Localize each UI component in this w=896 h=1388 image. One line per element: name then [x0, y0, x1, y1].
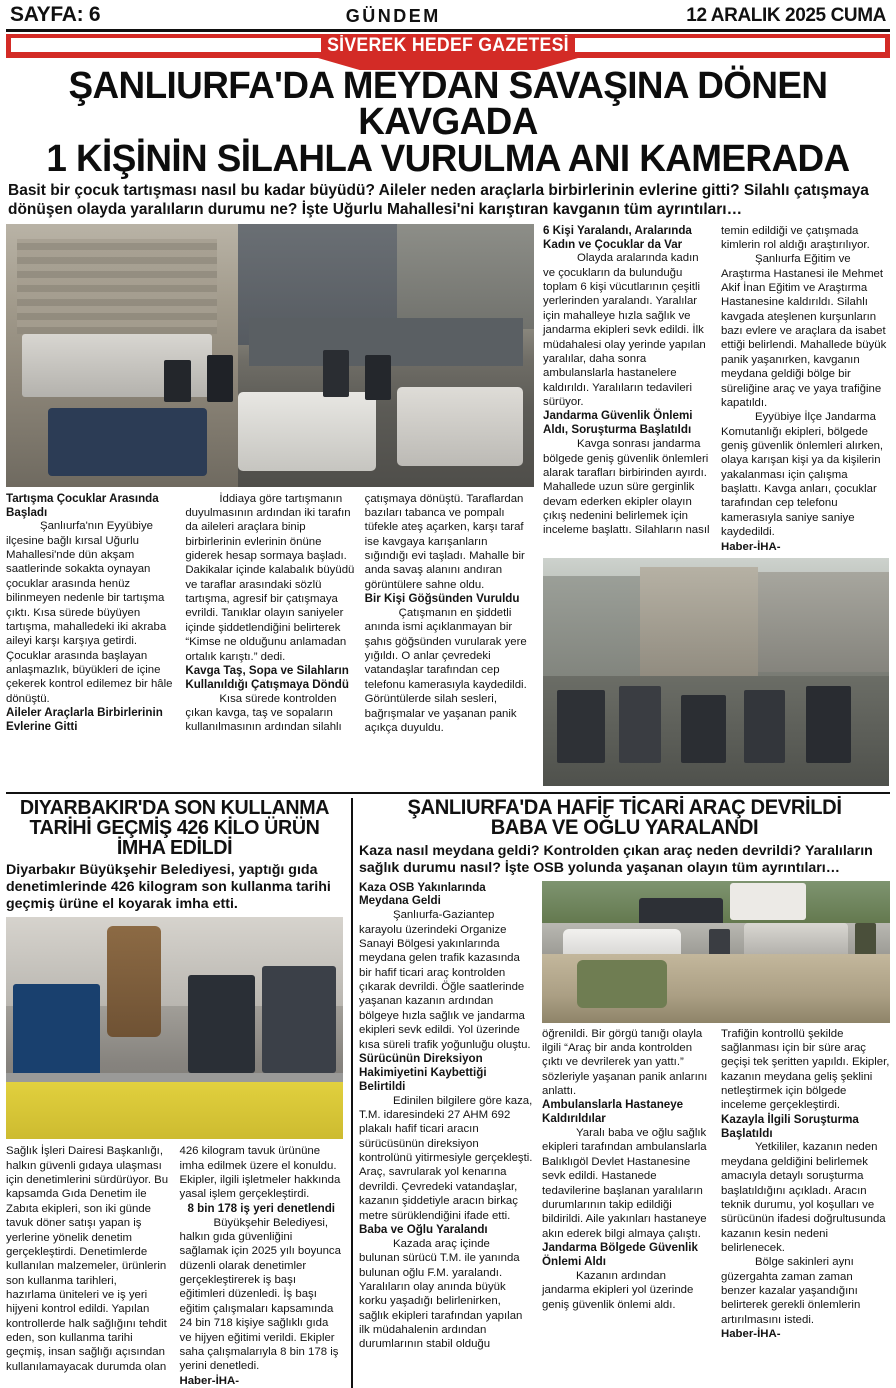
lead-col2-paragraph-1: İddiaya göre tartışmanın duyulmasının ardından iki tarafın da aileleri araçlara binip birbirlerinin evlerinin önüne giderek hesap sormaya başladı. Dakikalar içinde kalabalık büyüdü ve taraflar arasındaki sözlü tartışma, agresif bir çatışmaya evrildi. Tanıklar olayın saniyeler içinde şiddetlendiğini belirterek “Kimse ne olduğunu anlamadan ortalık karıştı.” dedi.	[185, 492, 355, 663]
crash-col2-subhead-2: Jandarma Bölgede Güvenlik Önlemi Aldı	[542, 1241, 698, 1268]
lead-col3-subhead-1: Bir Kişi Göğsünden Vuruldu	[364, 592, 520, 606]
lower-section	[6, 795, 890, 1388]
diyarbakir-headline-line-2: TARİHİ GEÇMİŞ 426 KİLO ÜRÜN İMHA EDİLDİ	[29, 815, 320, 860]
lead-body	[6, 224, 890, 786]
section-label: GÜNDEM	[345, 6, 441, 26]
crash-col2-paragraph-2: Yaralı baba ve oğlu sağlık ekipleri tarafından ambulanslarla Balıklıgöl Devlet Hastanesine sevk edildi. Hastanede tedavilerine başlanan yaralıların durumlarının takip edildiği bildirildi. Aile yakınları hastaneye akın ederek bilgi almaya çalıştı.	[542, 1127, 707, 1240]
crash-col1-paragraph-2: Edinilen bilgilere göre kaza, T.M. idaresindeki 27 AHM 692 plakalı hafif ticari aracın sürücüsünün direksiyon kontrolünü yitirmesiyle gerçekleşti. Araç, savrularak yol kenarına devrildi. Çevredeki vatandaşlar, kazanın şiddetiyle aracın birkaç metre sürüklendiğini ifade etti.	[359, 1094, 533, 1222]
lead-column-5	[721, 224, 889, 554]
lead-headline-line-2: 1 KİŞİNİN SİLAHLA VURULMA ANI KAMERADA	[46, 137, 850, 180]
crash-column-3	[721, 1027, 890, 1342]
diyarbakir-columns	[6, 1144, 343, 1388]
crash-col1-paragraph-1: Şanlıurfa-Gaziantep karayolu üzerindeki Organize Sanayi Bölgesi yakınlarında meydana gelen trafik kazasında bir hafif ticari araç kontrolden çıkarak devrildi. Öğle saatlerinde yaşanan kazanın ardından bölgeye hızla sağlık ve jandarma ekipleri sevk edildi. Yol üzerinde kısa süreli trafik yoğunluğu oluştu.	[359, 909, 531, 1051]
lead-col4-paragraph-1: Olayda aralarında kadın ve çocukların da bulunduğu toplam 6 kişi vücutlarının çeşitli yerlerinden yaralandı. Yaralılar için mahalleye hızla sağlık ve jandarma ekipleri sevk edildi. İlk müdahalesi olay yerinde yapılan yaralılar, daha sonra ambulanslarla hastanelere kaldırıldı. Yaralıların tedavileri sürüyor.	[543, 252, 706, 408]
lead-left-block	[6, 224, 534, 786]
lead-col5-paragraph-2: Şanlıurfa Eğitim ve Araştırma Hastanesi ile Mehmet Akif İnan Eğitim ve Araştırma Hastanesine kaldırıldı. Silahlı kavgada ateşlenen kurşunların bazı evlere ve araçlara da isabet ettiği belirlendi. Mahallede büyük panik yaşanırken, kavganın meydana geldiği bölge bir süreliğine araç ve yaya trafiğine kapatıldı.	[721, 253, 887, 409]
lead-col1-subhead-2: Aileler Araçlarla Birbirlerinin Evlerine Gitti	[6, 706, 163, 733]
diyarbakir-col1-paragraph-1: Sağlık İşleri Dairesi Başkanlığı, halkın güvenli gıdaya ulaşması için denetimlerini sürdürüyor. Bu kapsamda Gıda Denetim ile Zabıta ekipleri, son iki günde tavuk döner satışı yapan iş yerlerine yönelik denetim gerçekleştirdi. Denetimlerde kullanılan malzemeler, ürünlerin son kullanma tarihleri, hazırlama üniteleri ve iş yeri hijyeni kontrol edildi. Yapılan kontrollerde halk sağlığını tehdit eden, son kullanma tarihi geçmiş, insan sağlığı açısından kullanılamayacak durumda olan	[6, 1145, 169, 1373]
crash-headline	[359, 795, 890, 840]
masthead-rule	[6, 29, 890, 32]
paper-name-ribbon	[6, 34, 890, 64]
crash-body	[359, 881, 890, 1352]
lead-col2-paragraph-2: Kısa sürede kontrolden çıkan kavga, taş ve sopaların kullanılmasının ardından silahlı	[185, 692, 342, 734]
article-diyarbakir	[6, 795, 351, 1388]
crash-column-1	[359, 881, 533, 1352]
crash-col3-paragraph-2: Yetkililer, kazanın neden meydana geldiğini belirlemek amacıyla detaylı soruşturma başlatıldığını açıkladı. Aracın teknik durumu, yol koşulları ve sürücünün ifadesi doğrultusunda kazanın kesin nedeni belirlenecek.	[721, 1141, 886, 1254]
lead-col1-subhead-1: Tartışma Çocuklar Arasında Başladı	[6, 491, 159, 519]
lead-headline	[6, 65, 890, 180]
lead-column-3	[365, 492, 534, 736]
crash-col3-subhead-1: Kazayla İlgili Soruşturma Başlatıldı	[721, 1112, 859, 1140]
lead-headline-line-1: ŞANLIURFA'DA MEYDAN SAVAŞINA DÖNEN KAVGADA	[68, 65, 828, 144]
diyarbakir-col2-subhead-1: 8 bin 178 iş yeri denetlendi	[187, 1201, 336, 1215]
lead-column-4	[543, 224, 711, 554]
lead-right-columns	[543, 224, 889, 554]
lead-section-divider	[6, 792, 890, 794]
diyarbakir-headline-line-1: DIYARBAKIR'DA SON KULLANMA	[19, 795, 330, 819]
crash-col2-subhead-1: Ambulanslarla Hastaneye Kaldırıldılar	[542, 1098, 684, 1126]
lead-col5-paragraph-1: temin edildiği ve çatışmada kimlerin rol aldığı araştırılıyor.	[721, 224, 870, 251]
diyarbakir-column-2	[180, 1144, 344, 1388]
lead-col2-subhead-1: Kavga Taş, Sopa ve Silahların Kullanıldığı Çatışmaya Döndü	[185, 663, 349, 691]
lead-col3-paragraph-1: çatışmaya dönüştü. Taraflardan bazıları tabanca ve pompalı tüfekle ateş açarken, karşı taraf ise kavgaya karışanların sığındığı evi taşladı. Mahalle bir anda savaş alanını andıran görüntülere sahne oldu.	[364, 492, 525, 591]
crash-col2-paragraph-1: öğrenildi. Bir görgü tanığı olayla ilgili “Araç bir anda kontrolden çıktı ve devrilerek yan yattı.” sözleriyle yaşanan panik anlarını anlattı.	[542, 1027, 708, 1097]
paper-title: SİVEREK HEDEF GAZETESİ	[327, 35, 569, 56]
crash-col3-paragraph-1: Trafiğin kontrollü şekilde sağlanması için bir süre araç geçişi tek şeritten yapıldı. Ekipler, kazanın meydana geliş şeklini netleştirmek için bölgede inceleme gerçekleştirdi.	[721, 1027, 890, 1112]
diyarbakir-headline	[6, 795, 343, 860]
crash-col3-paragraph-3: Bölge sakinleri aynı güzergahta zaman zaman benzer kazalar yaşandığını belirterek gerekli önlemlerin artırılmasını istedi.	[721, 1256, 861, 1326]
lead-col1-paragraph-1: Şanlıurfa'nın Eyyübiye ilçesine bağlı kırsal Uğurlu Mahallesi'nde dün akşam saatlerinde sokakta oynayan çocuklar arasında henüz bilinmeyen nedenle bir tartışma çıktı. Kısa sürede büyüyen tartışma, mahalledeki iki akraba aileyi karşı karşıya getirdi. Çocuklar arasında başlayan anlaşmazlık, büyükleri de içine çekerek kontrol edilemez bir hâle dönüştü.	[6, 520, 173, 705]
lead-left-columns	[6, 492, 534, 736]
article-sanliurfa-crash	[359, 795, 890, 1388]
crash-col3-credit: Haber-İHA-	[721, 1328, 781, 1341]
crash-col1-subhead-1: Kaza OSB Yakınlarında Meydana Geldi	[359, 880, 486, 908]
lead-col5-paragraph-3: Eyyübiye İlçe Jandarma Komutanlığı ekipleri, bölgede geniş güvenlik önlemleri alırken, olaya karışan kişi ya da kişilerin yakalanması için çalışma başlattı. Kavga anları, çocuklar tarafından cep telefonu kamerasıyla saniye saniye kaydedildi.	[721, 411, 884, 539]
crash-lower-columns	[542, 1027, 890, 1342]
lead-col4-subhead-2: Jandarma Güvenlik Önlemi Aldı, Soruşturma Başlatıldı	[543, 409, 693, 437]
crash-col2-paragraph-3: Kazanın ardından jandarma ekipleri yol üzerinde geniş güvenlik önlemi aldı.	[542, 1269, 694, 1311]
diyarbakir-col2-credit: Haber-İHA-	[179, 1374, 239, 1387]
lead-column-1	[6, 492, 175, 736]
crash-deck: Kaza nasıl meydana geldi? Kontrolden çıkan araç neden devrildi? Yaralıların sağlık durumu nasıl? İşte OSB yolunda yaşanan olayın tüm ayrıntıları…	[359, 843, 873, 876]
crash-scene-photo	[542, 881, 890, 1023]
doner-shop-photo	[6, 917, 343, 1139]
page-number-label: SAYFA: 6	[10, 3, 101, 26]
publication-date: 12 ARALIK 2025 CUMA	[686, 5, 886, 26]
fight-scene-photo	[6, 224, 534, 487]
diyarbakir-col2-paragraph-2: Büyükşehir Belediyesi, halkın gıda güvenliğini sağlamak için 2025 yılı boyunca düzenli olarak denetimler gerçekleştirerek iş başı eğitimleri düzenledi. İş başı eğitim çalışmaları kapsamında 24 bin 718 kişiye sağlıklı gıda ve hijyen eğitimi verildi. Ekipler saha çalışmalarıyla 8 bin 178 iş yerini denetledi.	[179, 1216, 341, 1373]
lead-col3-paragraph-2: Çatışmanın en şiddetli anında ismi açıklanmayan bir şahıs göğsünden vurularak yere yığıldı. O anlar çevredeki vatandaşlar tarafından cep telefonu kamerasıyla kaydedildi. Görüntülerde silah sesleri, bağrışmalar ve yaşanan panik açıkça duyuldu.	[364, 607, 527, 734]
lead-right-block	[543, 224, 889, 786]
masthead	[6, 0, 890, 28]
diyarbakir-deck: Diyarbakır Büyükşehir Belediyesi, yaptığı gıda denetimlerinde 426 kilogram son kullanma tarihi geçmiş ürüne el koyarak imha etti.	[6, 862, 331, 912]
lower-column-divider	[351, 798, 353, 1388]
crash-right-block	[542, 881, 890, 1352]
ribbon-bar	[6, 34, 890, 58]
crash-headline-line-2: BABA VE OĞLU YARALANDI	[490, 816, 759, 840]
lead-col4-subhead-1: 6 Kişi Yaralandı, Aralarında Kadın ve Çocuklar da Var	[543, 223, 692, 251]
lead-column-2	[185, 492, 354, 736]
diyarbakir-col2-paragraph-1: 426 kilogram tavuk ürününe imha edilmek üzere el konuldu. Ekipler, ilgili işletmeler hakkında yasal işlem gerçekleştirdi.	[179, 1145, 341, 1201]
crash-headline-line-1: ŞANLIURFA'DA HAFİF TİCARİ ARAÇ DEVRİLDİ	[407, 795, 842, 819]
crash-col1-paragraph-3: Kazada araç içinde bulunan sürücü T.M. ile yanında bulunan oğlu F.M. yaralandı. Yaralıların olay anında büyük korku yaşadığı belirlenirken, sağlık ekipleri tarafından yapılan ilk müdahalenin ardından durumlarının stabil olduğu	[359, 1237, 523, 1351]
lead-deck: Basit bir çocuk tartışması nasıl bu kadar büyüdü? Aileler neden araçlarla birbirlerinin evlerine gitti? Silahlı çatışmaya dönüşen olayda yaralıların durumu ne? İşte Uğurlu Mahallesi'ni karıştıran kavganın tüm ayrıntıları…	[8, 182, 869, 218]
lead-col5-credit: Haber-İHA-	[721, 540, 781, 553]
crash-col1-subhead-3: Baba ve Oğlu Yaralandı	[359, 1222, 488, 1236]
lead-col4-paragraph-2: Kavga sonrası jandarma bölgede geniş güvenlik önlemleri alarak tarafları birbirinden ayırdı. Mahallede uzun süre gerginlik devam ederken ekipler olayın çıkış nedenini belirlemek için inceleme başlattı. Silahların nasıl	[543, 438, 710, 537]
crash-column-2	[542, 1027, 711, 1342]
crash-col1-subhead-2: Sürücünün Direksiyon Hakimiyetini Kaybettiği Belirtildi	[359, 1051, 487, 1093]
diyarbakir-column-1	[6, 1144, 170, 1388]
street-scene-photo	[543, 558, 889, 786]
